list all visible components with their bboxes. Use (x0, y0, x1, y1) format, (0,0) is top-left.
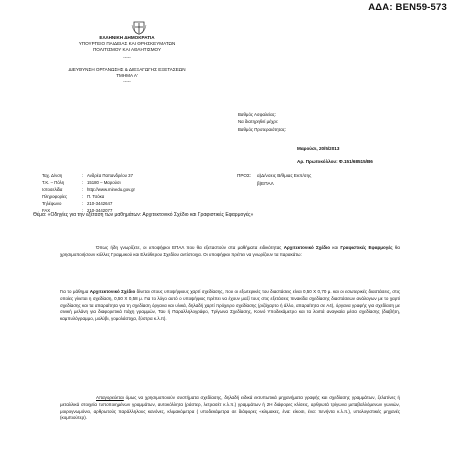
subject-line: Θέμα: «Οδηγίες για την εξέταση των μαθημάτων: Αρχιτεκτονικό Σχέδιο και Γραφιστικές Εφαρμογές» (33, 212, 254, 218)
paragraph-intro: Όπως ήδη γνωρίζετε, οι υποψήφιοι ΕΠΑΛ που θα εξεταστούν στα μαθήματα ειδικότητας Αρχιτεκτονικό Σχέδιο και Γραφιστικές Εφαρμογές θα χρησιμοποιήσουν κόλλες Γραμμικού και Ελεύθερου Σχεδίου αντίστοιχα. Οι υποψήφιοι πρέπει να γνωρίζουν τα παρακάτω: (60, 245, 400, 257)
ministry-line-2: ΠΟΛΙΤΙΣΜΟΥ ΚΑΙ ΑΘΛΗΤΙΣΜΟΥ (92, 47, 162, 53)
security-level: Βαθμός Ασφαλείας: (238, 112, 276, 117)
ada-code: ΑΔΑ: ΒΕΝ59-573 (368, 2, 447, 13)
contact-row: FAX : 210-3442077 (42, 208, 113, 213)
recipient-2: β)ΕΠΑΛ (257, 181, 274, 186)
greek-emblem-icon (131, 20, 147, 35)
classification-block (238, 111, 286, 133)
contact-row: Τηλέφωνο : 210-3442647 (42, 201, 113, 206)
recipients-label: ΠΡΟΣ: (237, 173, 252, 178)
contact-row: Τ.Κ. – Πόλη : 15180 – Μαρούσι (42, 180, 121, 185)
contact-row: Ιστοσελίδα : http://www.minedu.gov.gr (42, 187, 135, 192)
ministry-line-1: ΥΠΟΥΡΓΕΙΟ ΠΑΙΔΕΙΑΣ ΚΑΙ ΘΡΗΣΚΕΥΜΑΤΩΝ (78, 41, 176, 47)
recipients-block (237, 172, 311, 188)
contact-row: Ταχ. Δ/νση : Ανδρέα Παπανδρέου 37 (42, 173, 133, 178)
issuer-header (52, 35, 202, 85)
header-separator-2: ----- (123, 79, 131, 85)
contact-details (42, 172, 135, 214)
paragraph-architectural-drawing: Για το μάθημα Αρχιτεκτονικό Σχέδιο δίνεται στους υποψήφιους χαρτί σχεδίασης, που οι εξωτερικές του διαστάσεις είναι 0,50 Χ 0,70 μ. και οι εσωτερικές διαστάσεις, στις οποίες γίνεται η σχεδίαση, 0,50 Χ 0,58 μ. Για το λόγο αυτό ο υποψήφιος πρέπει να έχουν μαζί τους στις εξετάσεις πινακίδα σχεδίασης διαστάσεων ανάλογων με το χαρτί σχεδίασης και τα απαραίτητα για τη σχεδίαση όργανα και υλικά, δηλαδή χαρτί πρόχειρο σχεδίασης (ριζόχαρτο ή άλλο, απαραίτητα σε Α4), όργανα γραφής για σχεδίαση με σινική μελάνη για διαφορετικά πάχη γραμμών, Ταυ ή Παραλληλογράφο, Τρίγωνα Σχεδίασης, Κοινό Υποδεκάμετρο και τα λοιπά αναγκαία μέσα σχεδίασης (διαβήτη, καμπυλόγραμμο, μολύβι, γομολάστιχα, ξύστρα κ.λ.π). (60, 289, 401, 322)
document-date: Μαρούσι, 20/5/2013 (297, 146, 340, 151)
recipient-1: α)Δ/νσεις Β/θμιας Εκπ/σης (257, 173, 312, 178)
header-separator: ----- (123, 54, 131, 60)
protocol-number: Αρ. Πρωτοκόλλου: Φ.151/68515/Β6 (297, 159, 373, 164)
directorate-name: ΔΙΕΥΘΥΝΣΗ ΟΡΓΑΝΩΣΗΣ & ΔΙΕΞΑΓΩΓΗΣ ΕΞΕΤΑΣΕΩΝ (68, 66, 186, 72)
priority-level: Βαθμός Προτεραιότητας: (238, 126, 287, 132)
retention: Να διατηρηθεί μέχρι: (238, 119, 279, 125)
contact-row: Πληροφορίες : Π. Τσόκα (42, 194, 105, 199)
republic-name: ΕΛΛΗΝΙΚΗ ΔΗΜΟΚΡΑΤΙΑ (99, 35, 155, 40)
paragraph-prohibited-items: Απαγορεύεται όμως να χρησιμοποιούν συστήματα σχεδίασης, δηλαδή ειδικά εκτυπωτικά μηχανήματα γραφής και σχεδίασης γραμμάτων, ζελατίνες ή μεταλλικά στοιχεία τυποποιημένων γραμμάτων, αυτοκόλλητα (ράστερ, λετρασέτ κ.λ.π.) γραμμάτων ή 2Η διάφορες κλίσεις, αρθρωτά τρίγωνα μεταβαλλόμενων γωνιών, μοιρογνωμόνιο, αρθρωτούς παράλληλους κανόνες, κλιμακόμετρα ( υποδεκάμετρα σε διάφορες «κλιμακες, ένα: είκοσι, ένα: πενήντα κ.λ.π.), υπολογιστικές μηχανές (κομπιούτερ). (60, 395, 400, 421)
department-name: ΤΜΗΜΑ Α' (116, 73, 138, 79)
